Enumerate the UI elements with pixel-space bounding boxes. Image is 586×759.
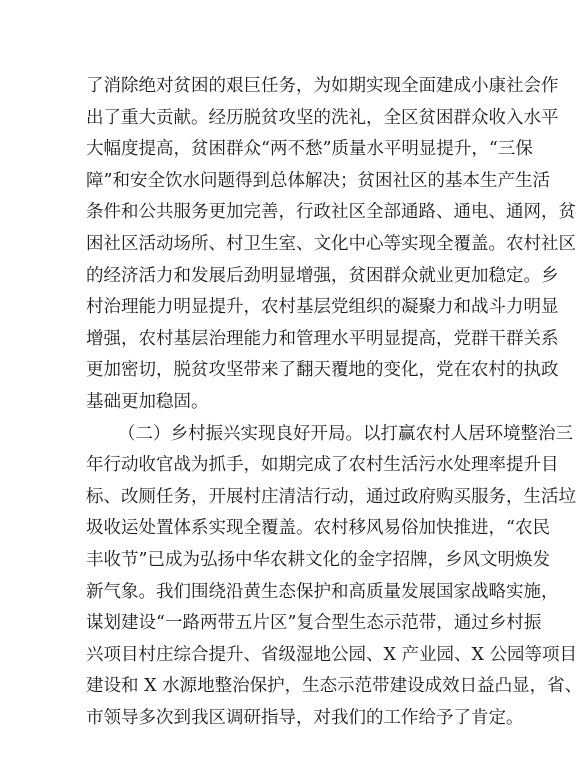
paragraph-line: 标、改厕任务，开展村庄清洁行动，通过政府购买服务，生活垃 <box>86 486 576 507</box>
paragraph-line: 了消除绝对贫困的艰巨任务，为如期实现全面建成小康社会作 <box>86 76 559 96</box>
paragraph-line: （二）乡村振兴实现良好开局。以打赢农村人居环境整治三 <box>118 423 573 444</box>
paragraph-line: 条件和公共服务更加完善，行政社区全部通路、通电、通网，贫 <box>86 202 576 223</box>
paragraph-line: 基础更加稳固。 <box>86 391 209 412</box>
paragraph-line: 年行动收官战为抓手，如期完成了农村生活污水处理率提升目 <box>86 455 559 476</box>
paragraph-line: 建设和 X 水源地整治保护，生态示范带建设成效日益凸显，省、 <box>86 676 583 697</box>
paragraph-line: 市领导多次到我区调研指导，对我们的工作给予了肯定。 <box>86 707 524 728</box>
paragraph-line: 出了重大贡献。经历脱贫攻坚的洗礼，全区贫困群众收入水平 <box>86 107 559 128</box>
paragraph-line: 的经济活力和发展后劲明显增强，贫困群众就业更加稳定。乡 <box>86 265 559 286</box>
paragraph-line: 更加密切，脱贫攻坚带来了翻天覆地的变化，党在农村的执政 <box>86 360 559 381</box>
paragraph-1 <box>86 71 576 419</box>
document-body <box>86 71 583 734</box>
paragraph-line: 村治理能力明显提升，农村基层党组织的凝聚力和战斗力明显 <box>86 297 559 318</box>
paragraph-line: 圾收运处置体系实现全覆盖。农村移风易俗加快推进，“农民 <box>86 518 550 539</box>
paragraph-line: 谋划建设“一路两带五片区”复合型生态示范带，通过乡村振 <box>86 613 542 634</box>
paragraph-line: 增强，农村基层治理能力和管理水平明显提高，党群干群关系 <box>86 328 559 349</box>
paragraph-line: 新气象。我们围绕沿黄生态保护和高质量发展国家战略实施， <box>86 581 559 602</box>
paragraph-line: 丰收节”已成为弘扬中华农耕文化的金字招牌，乡风文明焕发 <box>86 549 550 570</box>
paragraph-line: 大幅度提高，贫困群众“两不愁”质量水平明显提升，“三保 <box>86 139 533 160</box>
paragraph-2 <box>86 419 583 735</box>
paragraph-line: 困社区活动场所、村卫生室、文化中心等实现全覆盖。农村社区 <box>86 233 576 254</box>
paragraph-line: 兴项目村庄综合提升、省级湿地公园、X 产业园、X 公园等项目 <box>86 644 578 665</box>
paragraph-line: 障”和安全饮水问题得到总体解决；贫困社区的基本生产生活 <box>86 170 550 191</box>
